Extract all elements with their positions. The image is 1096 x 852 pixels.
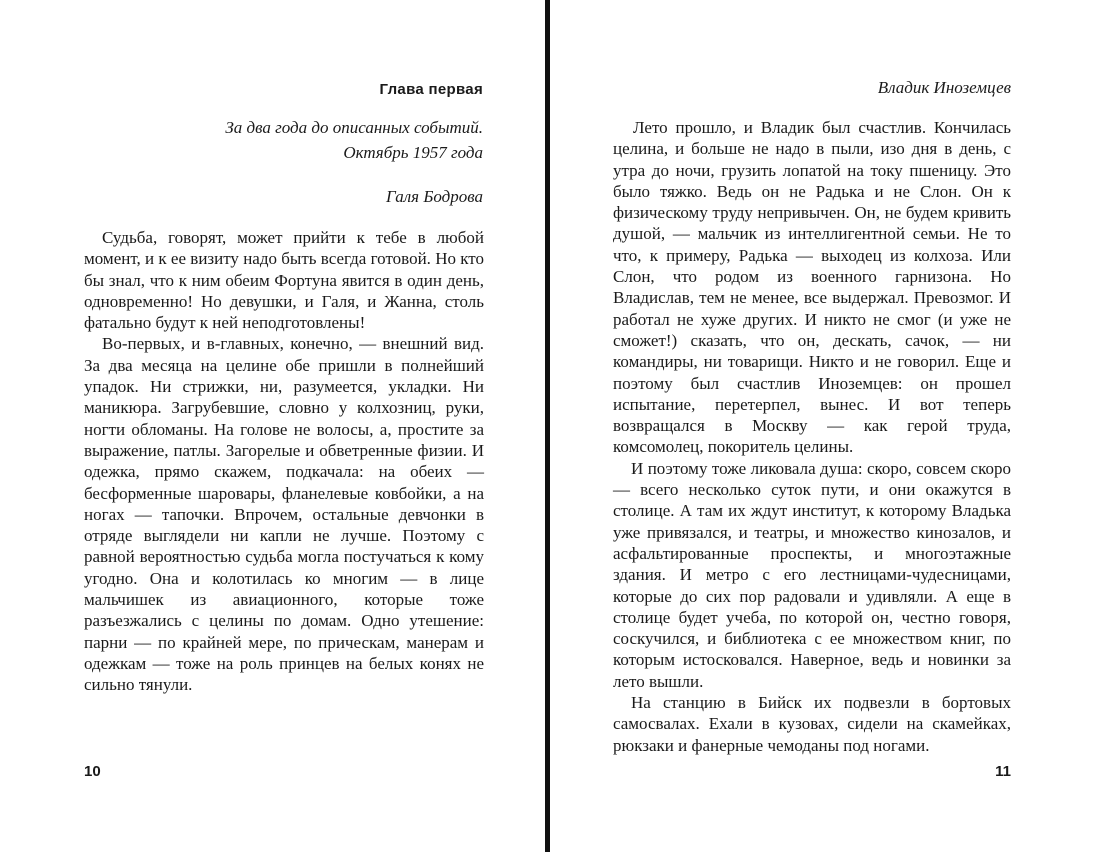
page-number-right: 11 [995,763,1011,780]
paragraph: На станцию в Бийск их подвезли в бортовых самосвалах. Ехали в кузовах, сидели на скамейках, рюкзаки и фанерные чемоданы под ногами. [613,693,1011,755]
paragraph: Во-первых, и в-главных, конечно, — внешний вид. За два месяца на целине обе пришли в полнейший упадок. Ни стрижки, ни, разумеется, укладки. Ни маникюра. Загрубевшие, словно у колхозниц, руки, ногти обломаны. На голове не волосы, а, простите за выражение, патлы. Загорелые и обветренные физии. И одежка, прямо скажем, подкачала: на обеих — бесформенные шаровары, фланелевые ковбойки, а на ногах — тапочки. Впрочем, остальные девчонки в отряде выглядели ни капли не лучше. Поэтому с равной вероятностью судьба могла постучаться к кому угодно. Она и колотилась ко многим — в лице мальчишек из авиационного, которые тоже разъезжались с целины по домам. Одно утешение: парни — по крайней мере, по прическам, манерам и одежкам — тоже на роль принцев на белых конях не сильно тянули. [84,334,484,695]
epigraph-line-1: За два года до описанных событий. [225,118,483,137]
left-body-text [84,227,484,696]
chapter-title: Глава первая [379,81,483,98]
running-head: Владик Иноземцев [877,78,1011,97]
right-page [551,0,1096,852]
right-body-text [613,117,1011,756]
paragraph: И поэтому тоже ликовала душа: скоро, совсем скоро — всего несколько суток пути, и они окажутся в столице. А там их ждут институт, к которому Владька уже привязался, и театры, и множество кинозалов, и асфальтированные проспекты, и многоэтажные здания. И метро с его лестницами-чудесницами, которые до сих пор радовали и удивляли. А еще в столице будет учеба, по которой он, честно говоря, соскучился, и библиотека с ее множеством книг, по которым истосковался. Наверное, ведь и новинки за лето вышли. [613,458,1011,691]
paragraph: Лето прошло, и Владик был счастлив. Кончилась целина, и больше не надо в пыли, изо дня в день, с утра до ночи, грузить лопатой на току пшеницу. Это было тяжко. Ведь он не Радька и не Слон. Он к физическому труду непривычен. Он, не будем кривить душой, — мальчик из интеллигентной семьи. Не то что, к примеру, Радька — выходец из колхоза. Или Слон, что родом из военного гарнизона. Но Владислав, тем не менее, все выдержал. Превозмог. И работал не хуже других. И никто не смог (и уже не сможет!) сказать, что он, дескать, сачок, — ни командиры, ни товарищи. Никто и не говорил. Еще и поэтому был счастлив Иноземцев: он прошел испытание, перетерпел, вынес. И вот теперь возвращался в Москву — как герой труда, комсомолец, покоритель целины. [613,118,1011,457]
epigraph-line-2: Октябрь 1957 года [343,143,483,162]
page-number-left: 10 [84,763,101,780]
left-page [0,0,545,852]
epigraph [225,115,483,165]
book-spine-divider [545,0,550,852]
section-heading: Галя Бодрова [386,187,483,206]
paragraph: Судьба, говорят, может прийти к тебе в любой момент, и к ее визиту надо быть всегда готовой. Но кто бы знал, что к ним обеим Фортуна явится в один день, одновременно! Но девушки, и Галя, и Жанна, столь фатально будут к ней неподготовлены! [84,228,484,333]
